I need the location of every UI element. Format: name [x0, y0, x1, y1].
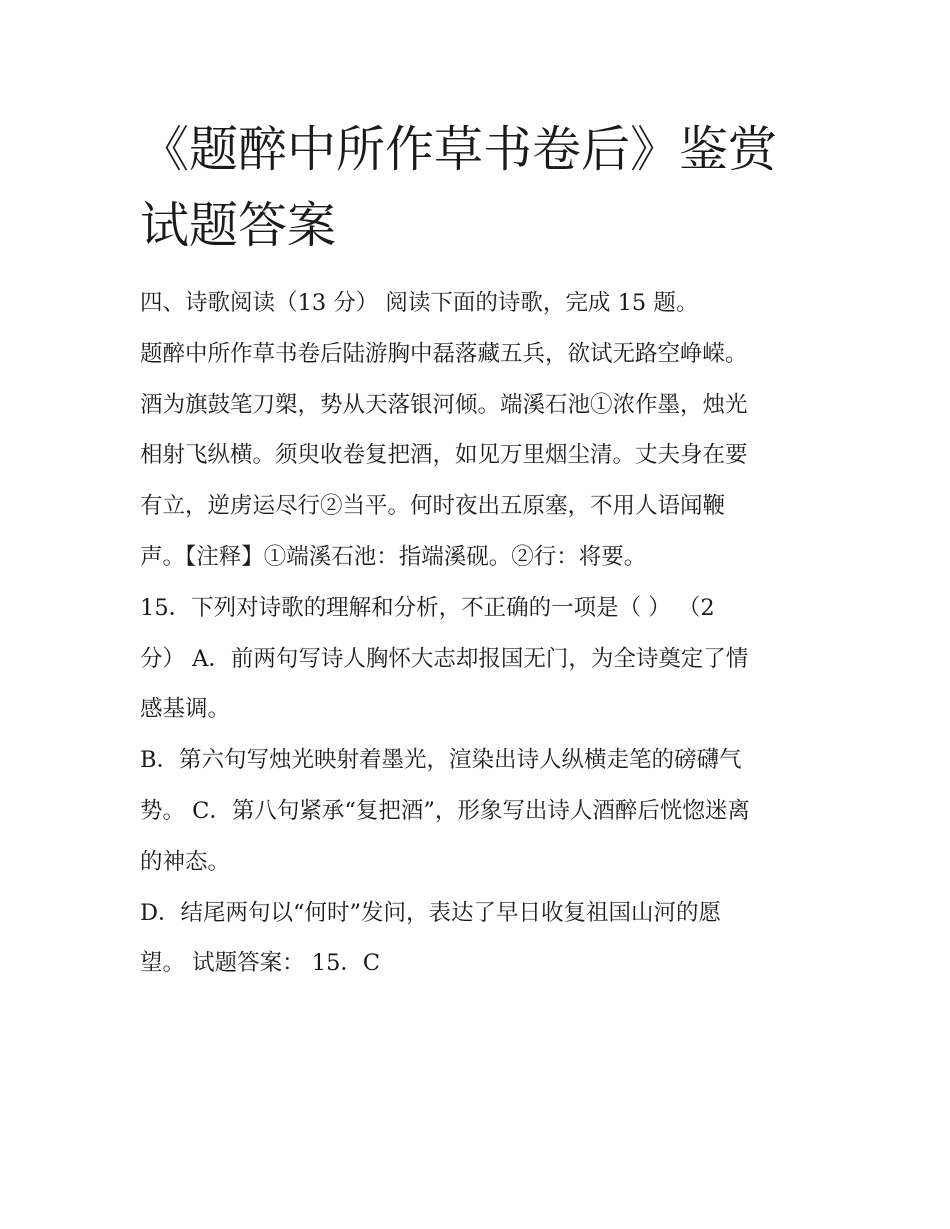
- option-a-line: 分） A．前两句写诗人胸怀大志却报国无门，为全诗奠定了情: [140, 645, 749, 672]
- option-a-line: 感基调。: [140, 696, 231, 723]
- document-body: [140, 278, 830, 989]
- question-line: 15．下列对诗歌的理解和分析，不正确的一项是（ ） （2: [140, 594, 715, 621]
- option-c-line: 势。 C．第八句紧承“复把酒”，形象写出诗人酒醉后恍惚迷离: [140, 797, 750, 824]
- body-line: 题醉中所作草书卷后陆游胸中磊落藏五兵，欲试无路空峥嵘。: [140, 340, 748, 367]
- title-line: 试题答案: [140, 197, 337, 254]
- document-title: [140, 112, 840, 264]
- body-line: 四、诗歌阅读（13 分） 阅读下面的诗歌，完成 15 题。: [140, 290, 699, 316]
- body-line: 有立，逆虏运尽行②当平。何时夜出五原塞，不用人语闻鞭: [140, 493, 726, 520]
- body-line: 声。【注释】①端溪石池：指端溪砚。②行：将要。: [140, 543, 647, 570]
- title-line: 《题醉中所作草书卷后》鉴赏: [140, 121, 778, 178]
- body-line: 相射飞纵横。须臾收卷复把酒，如见万里烟尘清。丈夫身在要: [140, 442, 748, 469]
- answer-line: 望。 试题答案： 15．C: [140, 950, 381, 977]
- option-d-line: D．结尾两句以“何时”发问，表达了早日收复祖国山河的愿: [140, 899, 722, 926]
- option-c-line: 的神态。: [140, 848, 231, 875]
- body-line: 酒为旗鼓笔刀槊，势从天落银河倾。端溪石池①浓作墨，烛光: [140, 391, 748, 418]
- option-b-line: B．第六句写烛光映射着墨光，渲染出诗人纵横走笔的磅礴气: [140, 747, 742, 774]
